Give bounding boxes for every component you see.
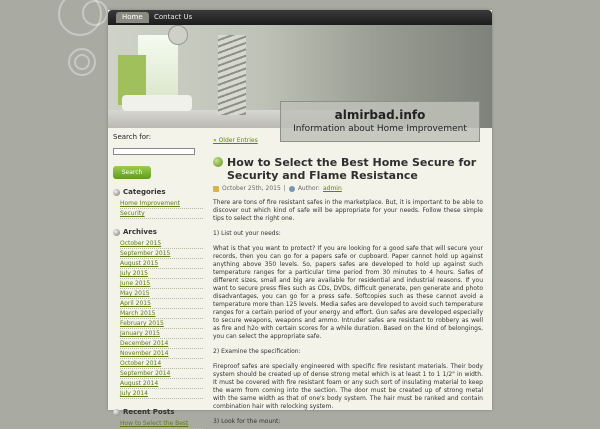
meta-separator: | — [283, 185, 286, 192]
archive-link[interactable]: July 2014 — [120, 389, 203, 399]
calendar-icon — [213, 186, 219, 192]
post-paragraph: There are tons of fire resistant safes in the marketplace. But, it is important to be able to discover out which kind of safe will be appropriate for your needs. Follow these simple tips to select the right one. — [213, 199, 483, 222]
site-title[interactable]: almirbad.info — [334, 108, 426, 122]
post-paragraph: 1) List out your needs: — [213, 230, 281, 237]
archive-link[interactable]: September 2014 — [120, 369, 203, 379]
archive-link[interactable]: November 2014 — [120, 349, 203, 359]
search-label: Search for: — [113, 133, 152, 141]
categories-heading: Categories — [113, 188, 203, 196]
header-image — [122, 95, 192, 111]
recent-post-link[interactable]: How to Select the Best — [120, 419, 203, 429]
page-container — [108, 10, 492, 427]
search-button[interactable]: Search — [113, 166, 151, 179]
archive-link[interactable]: April 2015 — [120, 299, 203, 309]
header-image — [168, 25, 188, 45]
archive-link[interactable]: January 2015 — [120, 329, 203, 339]
nav-home[interactable]: Home — [116, 12, 149, 23]
bullet-icon — [113, 229, 120, 236]
category-link[interactable]: Security — [120, 209, 203, 219]
archive-link[interactable]: March 2015 — [120, 309, 203, 319]
post-bullet-icon — [213, 157, 223, 167]
archive-link[interactable]: August 2014 — [120, 379, 203, 389]
archive-link[interactable]: October 2014 — [120, 359, 203, 369]
archives-heading: Archives — [113, 228, 203, 236]
archive-link[interactable]: June 2015 — [120, 279, 203, 289]
search-input[interactable] — [113, 148, 195, 155]
author-link[interactable]: admin — [322, 185, 342, 192]
sidebar — [113, 133, 203, 429]
categories-list — [120, 199, 203, 219]
post-meta — [213, 185, 483, 192]
decorative-circle — [82, 0, 108, 26]
archive-link[interactable]: February 2015 — [120, 319, 203, 329]
archive-link[interactable]: July 2015 — [120, 269, 203, 279]
recent-posts-list — [120, 419, 203, 429]
header-image — [218, 35, 246, 115]
post-title[interactable]: How to Select the Best Home Secure for Security and Flame Resistance — [213, 156, 483, 182]
site-description: Information about Home Improvement — [293, 124, 467, 134]
bullet-icon — [113, 409, 120, 416]
post-body — [213, 199, 483, 426]
post-paragraph: Fireproof safes are specially engineered with specific fire resistant materials. Their body system should be created up of dense strong metal which is at least 1 to 1 1/2" in width. It must be covered with fire resistant foam or any such sort of insulating material to keep the warm from coming into the section. The door must be created up of strong metal with the same width as that of one's body system. The hair must be ranked and contain combination hair with relocking system. — [213, 363, 483, 410]
archive-link[interactable]: August 2015 — [120, 259, 203, 269]
archive-link[interactable]: May 2015 — [120, 289, 203, 299]
post-paragraph: 3) Look for the mount: — [213, 418, 281, 425]
main-content — [213, 137, 483, 426]
author-label: Author: — [297, 185, 320, 192]
top-navigation — [108, 10, 492, 25]
archives-list — [120, 239, 203, 399]
title-box — [280, 101, 480, 142]
nav-contact-us[interactable]: Contact Us — [154, 13, 193, 21]
bullet-icon — [113, 189, 120, 196]
user-icon — [289, 186, 295, 192]
site-header — [108, 25, 492, 134]
archive-link[interactable]: December 2014 — [120, 339, 203, 349]
post-paragraph: 2) Examine the specification: — [213, 348, 301, 355]
archive-link[interactable]: October 2015 — [120, 239, 203, 249]
post-paragraph: What is that you want to protect? If you are looking for a good safe that will secure your records, then you can go for a papers safe or cupboard. Paper cannot hold up against anything above 350 levels. So, papers safes are developed to hold up against such temperature ranges for a particular time period from 30 minutes to 4 hours. Safes of different sizes, small and big are available for residential and industrial reasons. If you want to secure press files such as CDs, DVDs, difficult generate, pen generate and photo disadvantages, you can go for a press safe. Softcopies such as these cannot avoid a temperature more than 125 levels. Media safes are developed to avoid such temperature ranges for a certain period of your energy and effort. Gun safes are developed especially to secure weapons, weapons and ammo. Intruder safes are resistant to robbery as well as fire and h2o with certain scores for a while duration. Based on the kind of belongings, you can select the appropriate safe. — [213, 245, 483, 340]
post-date: October 25th, 2015 — [222, 185, 281, 192]
recent-posts-heading: Recent Posts — [113, 408, 203, 416]
category-link[interactable]: Home Improvement — [120, 199, 203, 209]
older-entries-link[interactable]: « Older Entries — [213, 137, 258, 144]
archive-link[interactable]: September 2015 — [120, 249, 203, 259]
decorative-circle — [74, 54, 90, 70]
